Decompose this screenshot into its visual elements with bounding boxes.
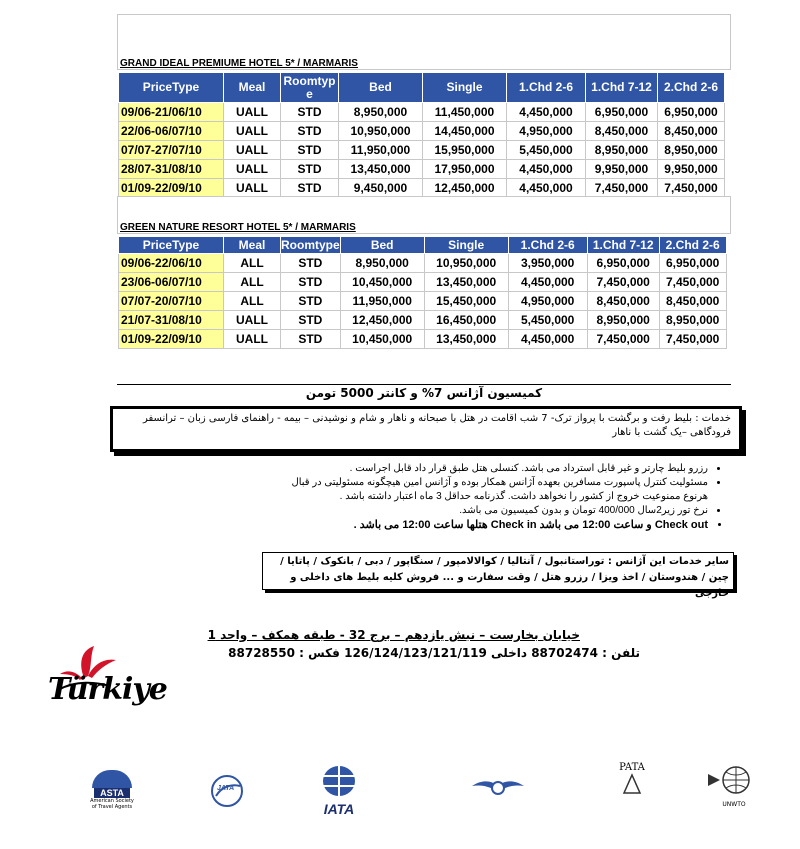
table-cell: 13,450,000: [424, 273, 508, 292]
period-cell: 07/07-20/07/10: [119, 292, 224, 311]
table-cell: STD: [281, 103, 339, 122]
pata-text: PATA: [619, 762, 645, 773]
table-cell: 10,450,000: [340, 273, 424, 292]
table-cell: 5,450,000: [508, 311, 587, 330]
table-cell: UALL: [224, 179, 281, 198]
table-cell: 4,450,000: [507, 160, 586, 179]
hotel-1-name: GRAND IDEAL PREMIUME HOTEL 5* / MARMARIS: [120, 58, 358, 69]
notes-list: [290, 462, 722, 532]
table-cell: 10,950,000: [424, 254, 508, 273]
asta-logo: [90, 770, 134, 820]
table-row: [119, 103, 725, 122]
period-cell: 21/07-31/08/10: [119, 311, 224, 330]
turkiye-logo: [36, 640, 176, 710]
other-services-box: [262, 552, 734, 599]
table-row: [119, 330, 727, 349]
table-cell: 13,450,000: [339, 160, 423, 179]
table-cell: 9,450,000: [339, 179, 423, 198]
col-header: PriceType: [119, 73, 224, 103]
table-cell: 12,450,000: [423, 179, 507, 198]
col-header: 1.Chd 7-12: [586, 73, 658, 103]
jata-text: JATA: [217, 785, 235, 792]
table-cell: 6,950,000: [586, 103, 658, 122]
table-cell: 13,450,000: [424, 330, 508, 349]
table-cell: 6,950,000: [659, 254, 726, 273]
table-cell: 9,950,000: [658, 160, 725, 179]
winged-globe-icon: [468, 770, 528, 806]
other-services-text: سایر خدمات این آژانس : توراستانبول / آنتالیا / کوالالامپور / سنگاپور / دبی / بانکوک / پاتایا / چین / هندوستان / اخذ ویزا / رزرو هتل / وقت سفارت و ... فروش کلیه بلیط های داخلی و خارجی: [280, 556, 729, 599]
services-text: خدمات : بلیط رفت و برگشت با پرواز ترک- 7 شب اقامت در هتل با صبحانه و ناهار و شام و نوشیدنی – بیمه - راهنمای فارسی زبان – ترانسفر فرودگاهی –یک گشت با ناهار: [142, 413, 731, 438]
col-header: 2.Chd 2-6: [659, 237, 726, 254]
asta-caption: American Society of Travel Agents: [90, 798, 134, 810]
period-cell: 22/06-06/07/10: [119, 122, 224, 141]
list-item: • Check out و ساعت 12:00 می باشد Check in هتلها ساعت 12:00 می باشد .: [290, 518, 708, 532]
table-cell: STD: [281, 160, 339, 179]
unwto-caption: UNWTO: [722, 801, 746, 808]
col-header: Bed: [339, 73, 423, 103]
services-box: [110, 406, 742, 452]
list-item: • رزرو بلیط چارتر و غیر قابل استرداد می باشد. کنسلی هتل طبق قرار داد قابل اجراست .: [290, 462, 708, 476]
table-cell: UALL: [224, 103, 281, 122]
table-cell: UALL: [224, 122, 281, 141]
table-cell: 6,950,000: [658, 103, 725, 122]
table-cell: 8,450,000: [587, 292, 659, 311]
table-cell: 10,950,000: [339, 122, 423, 141]
col-header: Single: [423, 73, 507, 103]
table-cell: 4,950,000: [508, 292, 587, 311]
table-cell: STD: [281, 292, 341, 311]
table-row: [119, 141, 725, 160]
table-cell: 8,950,000: [658, 141, 725, 160]
col-header: Roomtyp e: [281, 73, 339, 103]
commission-text: کمیسیون آژانس 7% و کانتر 5000 تومن: [305, 386, 543, 400]
hotel-2-rates-table: [118, 236, 727, 349]
table-row: [119, 273, 727, 292]
table-cell: 5,450,000: [507, 141, 586, 160]
table-row: [119, 122, 725, 141]
table-cell: STD: [281, 141, 339, 160]
table-cell: 15,450,000: [424, 292, 508, 311]
table-cell: 3,950,000: [508, 254, 587, 273]
table-cell: 15,950,000: [423, 141, 507, 160]
hotel-2-name: GREEN NATURE RESORT HOTEL 5* / MARMARIS: [120, 222, 356, 233]
turkiye-wordmark: Türkiye: [48, 672, 167, 707]
table-cell: STD: [281, 330, 341, 349]
table-cell: ALL: [224, 254, 281, 273]
table-cell: 17,950,000: [423, 160, 507, 179]
table-row: [119, 292, 727, 311]
globe-icon: [92, 770, 132, 788]
table-cell: 7,450,000: [586, 179, 658, 198]
table-cell: UALL: [224, 160, 281, 179]
table-cell: 12,450,000: [340, 311, 424, 330]
table-cell: STD: [281, 311, 341, 330]
phone-text: تلفن : 88702474 داخلی 126/124/123/121/119 فکس : 88728550: [228, 646, 640, 660]
col-header: Roomtype: [281, 237, 340, 252]
asta-text: ASTA: [94, 788, 130, 798]
table-cell: 6,950,000: [587, 254, 659, 273]
table-cell: 8,950,000: [339, 103, 423, 122]
col-header: Meal: [224, 237, 281, 254]
period-cell: 09/06-21/06/10: [119, 103, 224, 122]
table-cell: 10,450,000: [340, 330, 424, 349]
table-cell: UALL: [224, 141, 281, 160]
period-cell: 23/06-06/07/10: [119, 273, 224, 292]
col-header: Single: [424, 237, 508, 254]
table-cell: 14,450,000: [423, 122, 507, 141]
globe-lines-icon: [706, 764, 762, 796]
col-header: 1.Chd 2-6: [507, 73, 586, 103]
iata-logo: [316, 764, 362, 817]
table-header-row: [119, 73, 725, 103]
table-cell: 7,450,000: [659, 273, 726, 292]
table-cell: STD: [281, 122, 339, 141]
pata-logo: [612, 762, 652, 802]
notes-block: [290, 462, 722, 532]
table-cell: 7,450,000: [587, 330, 659, 349]
table-cell: 4,450,000: [507, 179, 586, 198]
period-cell: 01/09-22/09/10: [119, 330, 224, 349]
table-cell: STD: [281, 179, 339, 198]
col-header: 2.Chd 2-6: [658, 73, 725, 103]
table-cell: 7,450,000: [659, 330, 726, 349]
list-item: • نرخ تور زیر2سال 400/000 تومان و بدون کمیسیون می باشد.: [290, 504, 708, 518]
iata-globe-icon: [316, 764, 362, 798]
table-cell: 7,450,000: [658, 179, 725, 198]
wings-logo: [468, 770, 528, 806]
table-cell: 4,450,000: [508, 273, 587, 292]
period-cell: 07/07-27/07/10: [119, 141, 224, 160]
table-cell: 7,450,000: [587, 273, 659, 292]
pata-emblem-icon: [612, 773, 652, 797]
address-text: خیابان بخارست – نبش یازدهم – برج 32 - طبقه همکف – واحد 1: [207, 628, 580, 642]
col-header: 1.Chd 7-12: [587, 237, 659, 254]
table-cell: 9,950,000: [586, 160, 658, 179]
period-cell: 01/09-22/09/10: [119, 179, 224, 198]
jata-logo: [210, 774, 244, 808]
table-cell: ALL: [224, 273, 281, 292]
table-row: [119, 311, 727, 330]
table-cell: 8,450,000: [586, 122, 658, 141]
table-cell: 8,450,000: [659, 292, 726, 311]
period-cell: 09/06-22/06/10: [119, 254, 224, 273]
iata-text: IATA: [323, 801, 355, 817]
table-row: [119, 254, 727, 273]
hotel-1-rates-table: [118, 72, 725, 198]
table-cell: 8,450,000: [658, 122, 725, 141]
col-header: Bed: [340, 237, 424, 254]
table-cell: 11,950,000: [339, 141, 423, 160]
col-header: 1.Chd 2-6: [508, 237, 587, 254]
table-cell: 4,450,000: [507, 103, 586, 122]
table-cell: UALL: [224, 330, 281, 349]
table-cell: 8,950,000: [587, 311, 659, 330]
table-cell: STD: [281, 254, 341, 273]
col-header: PriceType: [119, 237, 224, 254]
table-cell: 8,950,000: [340, 254, 424, 273]
table-cell: 11,950,000: [340, 292, 424, 311]
col-header: Meal: [224, 73, 281, 103]
table-cell: 4,450,000: [508, 330, 587, 349]
table-header-row: [119, 237, 727, 254]
list-item: • مسئولیت کنترل پاسپورت مسافرین بعهده آژانس همکار بوده و آژانس امین هیچگونه مسئولیتی در قبال هرنوع ممنوعیت خروج از کشور را نخواهد داشت. گذرنامه حداقل 3 ماه اعتبار داشته باشد .: [290, 476, 708, 504]
table-cell: ALL: [224, 292, 281, 311]
table-cell: 11,450,000: [423, 103, 507, 122]
table-row: [119, 179, 725, 198]
table-cell: STD: [281, 273, 341, 292]
unwto-logo: [706, 764, 762, 808]
period-cell: 28/07-31/08/10: [119, 160, 224, 179]
table-cell: 8,950,000: [659, 311, 726, 330]
divider: [117, 384, 731, 385]
table-cell: 8,950,000: [586, 141, 658, 160]
table-cell: 16,450,000: [424, 311, 508, 330]
table-cell: UALL: [224, 311, 281, 330]
table-row: [119, 160, 725, 179]
table-cell: 4,950,000: [507, 122, 586, 141]
